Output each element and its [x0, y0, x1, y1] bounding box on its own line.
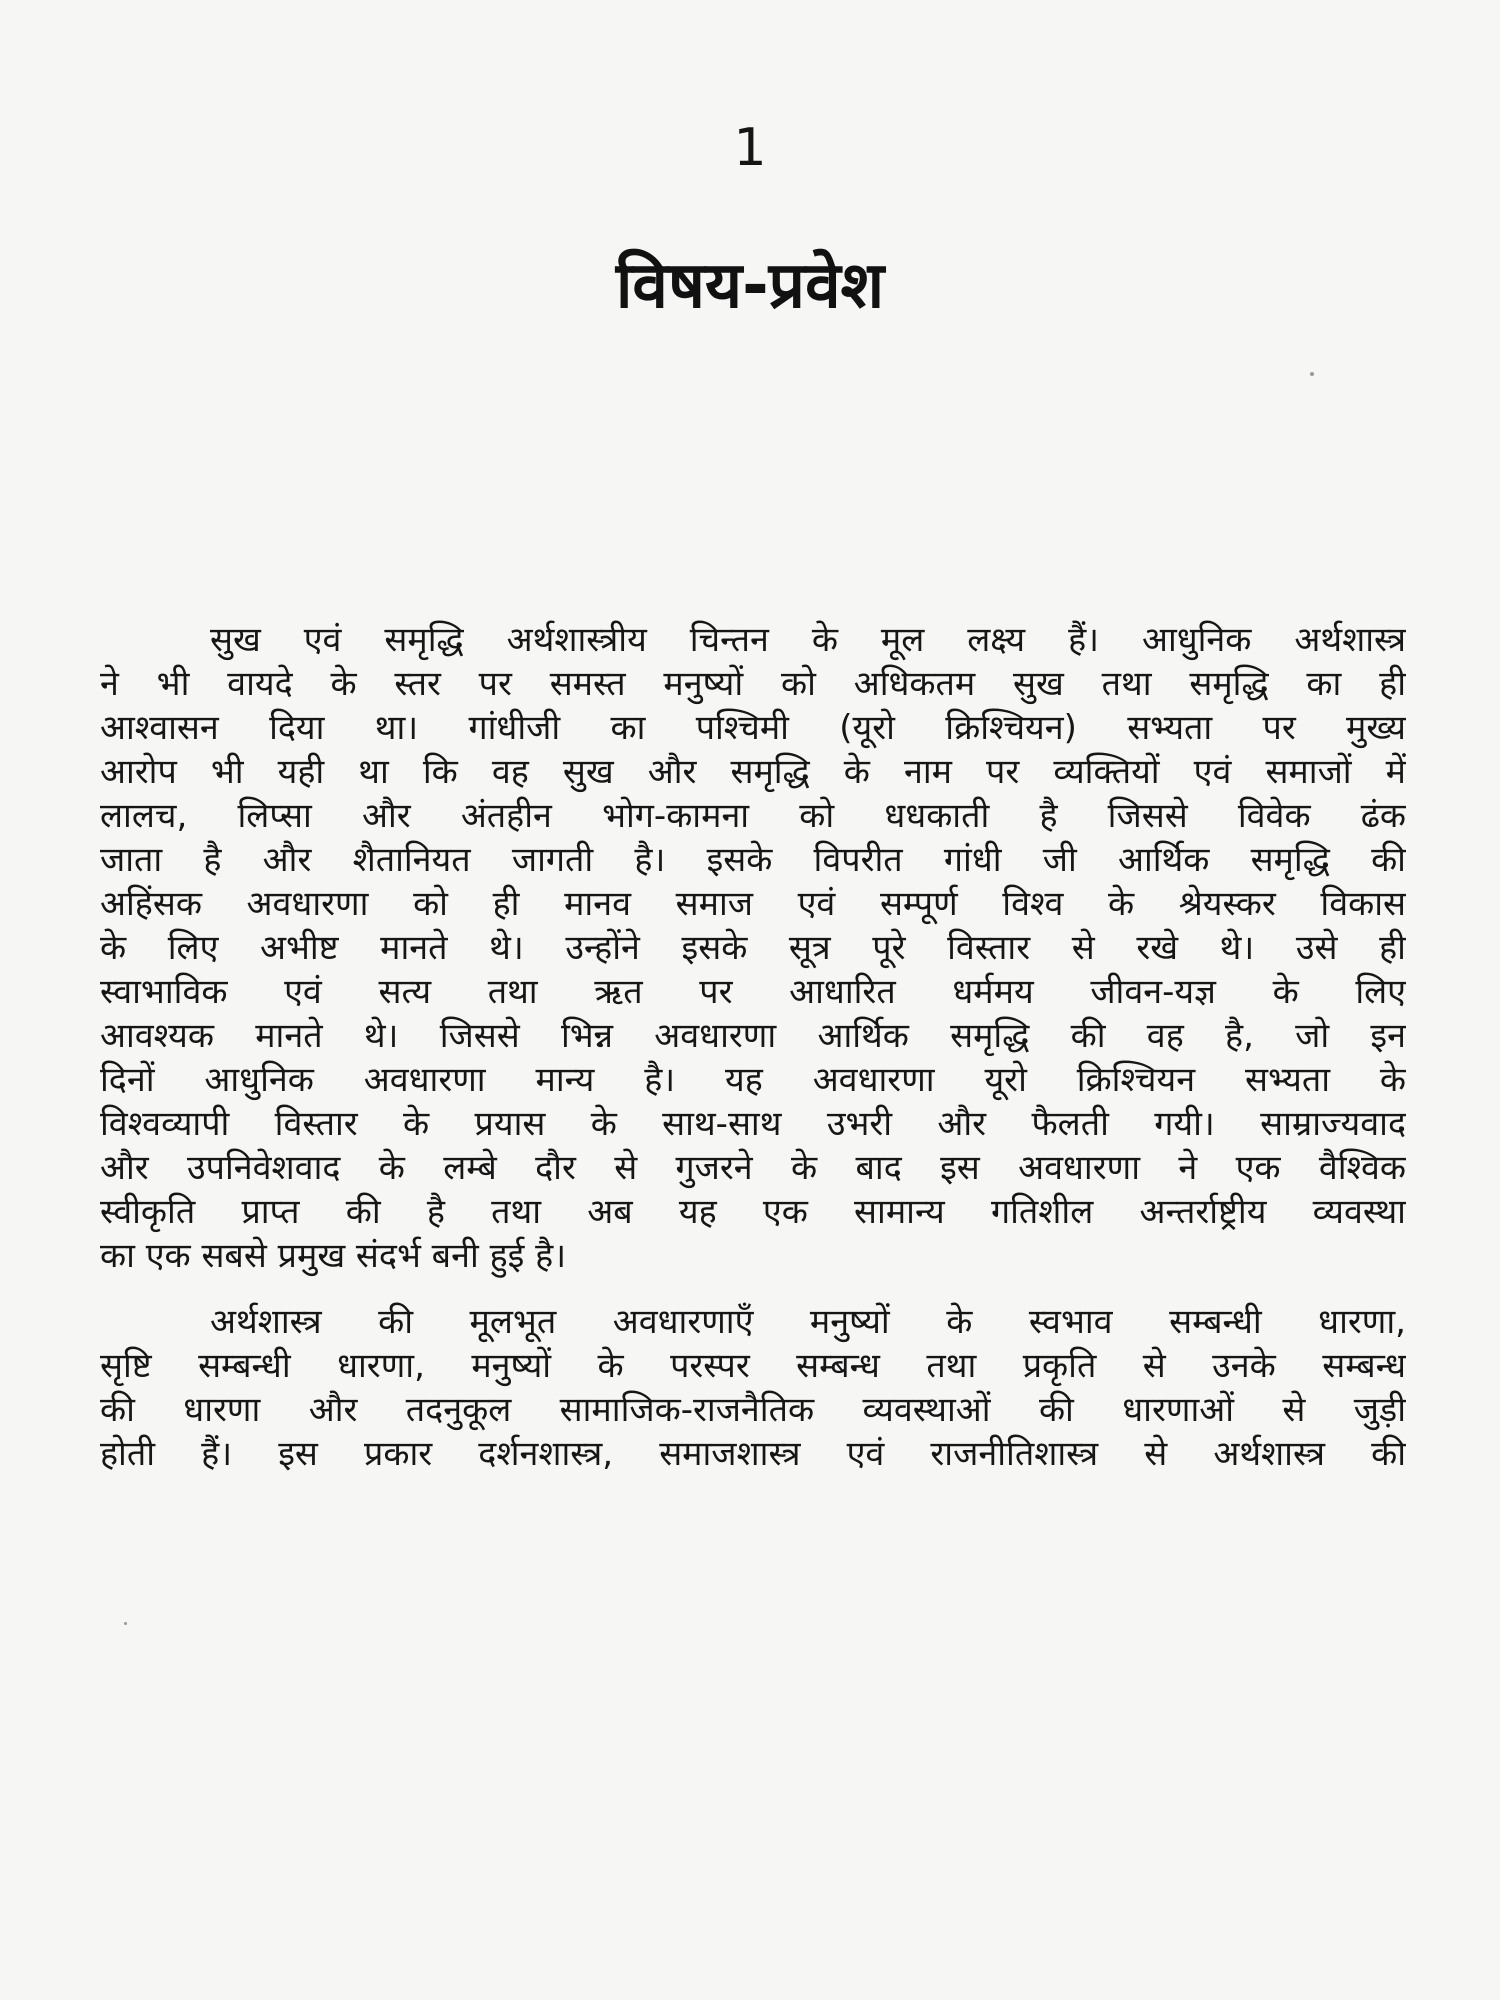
- scan-speck: [1310, 372, 1314, 376]
- text-line: आश्वासन दिया था। गांधीजी का पश्चिमी (यूरो क्रिश्चियन) सभ्यता पर मुख्य: [100, 708, 1406, 748]
- text-line: अहिंसक अवधारणा को ही मानव समाज एवं सम्पूर्ण विश्व के श्रेयस्कर विकास: [100, 884, 1406, 924]
- text-line: आवश्यक मानते थे। जिससे भिन्न अवधारणा आर्थिक समृद्धि की वह है, जो इन: [100, 1016, 1406, 1056]
- chapter-title: विषय-प्रवेश: [615, 249, 885, 323]
- text-line: का एक सबसे प्रमुख संदर्भ बनी हुई है।: [100, 1236, 567, 1276]
- text-line: स्वाभाविक एवं सत्य तथा ऋत पर आधारित धर्ममय जीवन-यज्ञ के लिए: [100, 972, 1406, 1012]
- text-line: स्वीकृति प्राप्त की है तथा अब यह एक सामान्य गतिशील अन्तर्राष्ट्रीय व्यवस्था: [100, 1192, 1406, 1232]
- paragraph-1: [100, 618, 1406, 1278]
- text-line: की धारणा और तदनुकूल सामाजिक-राजनैतिक व्यवस्थाओं की धारणाओं से जुड़ी: [100, 1390, 1406, 1430]
- text-line: और उपनिवेशवाद के लम्बे दौर से गुजरने के बाद इस अवधारणा ने एक वैश्विक: [100, 1148, 1406, 1188]
- text-line: दिनों आधुनिक अवधारणा मान्य है। यह अवधारणा यूरो क्रिश्चियन सभ्यता के: [100, 1060, 1406, 1100]
- paragraph-2: [100, 1300, 1406, 1476]
- text-line: के लिए अभीष्ट मानते थे। उन्होंने इसके सूत्र पूरे विस्तार से रखे थे। उसे ही: [100, 928, 1406, 968]
- text-line: विश्वव्यापी विस्तार के प्रयास के साथ-साथ उभरी और फैलती गयी। साम्राज्यवाद: [100, 1104, 1406, 1144]
- text-line: जाता है और शैतानियत जागती है। इसके विपरीत गांधी जी आर्थिक समृद्धि की: [100, 840, 1406, 880]
- body-text: [100, 618, 1406, 1498]
- text-line: आरोप भी यही था कि वह सुख और समृद्धि के नाम पर व्यक्तियों एवं समाजों में: [100, 752, 1406, 792]
- text-line: होती हैं। इस प्रकार दर्शनशास्त्र, समाजशास्त्र एवं राजनीतिशास्त्र से अर्थशास्त्र की: [100, 1434, 1406, 1474]
- text-line: लालच, लिप्सा और अंतहीन भोग-कामना को धधकाती है जिससे विवेक ढंक: [100, 796, 1406, 836]
- text-line: ने भी वायदे के स्तर पर समस्त मनुष्यों को अधिकतम सुख तथा समृद्धि का ही: [100, 664, 1406, 704]
- chapter-number: 1: [733, 118, 767, 178]
- scan-speck: [124, 1622, 127, 1625]
- text-line: सुख एवं समृद्धि अर्थशास्त्रीय चिन्तन के मूल लक्ष्य हैं। आधुनिक अर्थशास्त्र: [210, 620, 1406, 660]
- text-line: अर्थशास्त्र की मूलभूत अवधारणाएँ मनुष्यों के स्वभाव सम्बन्धी धारणा,: [210, 1302, 1406, 1342]
- text-line: सृष्टि सम्बन्धी धारणा, मनुष्यों के परस्पर सम्बन्ध तथा प्रकृति से उनके सम्बन्ध: [100, 1346, 1406, 1386]
